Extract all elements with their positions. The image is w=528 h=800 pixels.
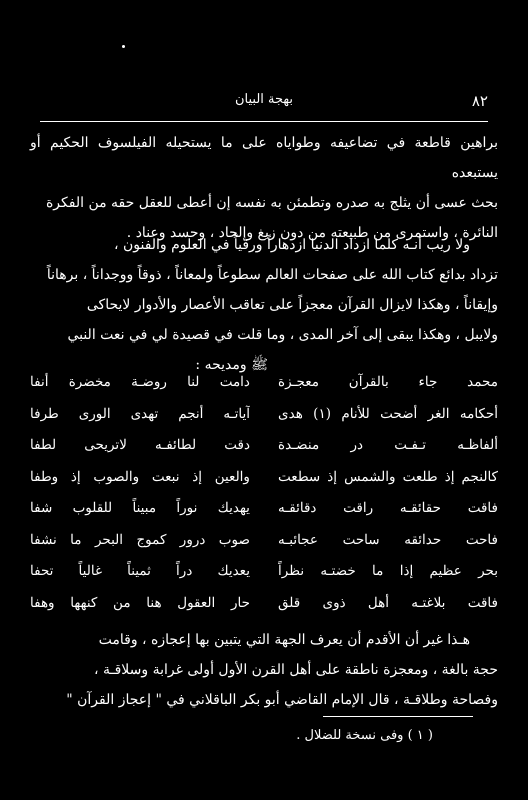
page-number: ٨٢ [471, 92, 488, 110]
text-line: تزداد بدائع كتاب الله على صفحات العالم سطوعاً ولمعاناً ، ذوقاً ووجداناً ، برهاناً [46, 267, 498, 283]
text-line: ﷺ ومديحه : [195, 357, 268, 373]
poem-verse [30, 525, 498, 557]
poem-verse [30, 399, 498, 431]
running-title: بهجة البيان [234, 92, 294, 107]
page-header [40, 92, 488, 114]
poem-verse [30, 556, 498, 588]
verse-second-half: والعين إذ نبعت والصوب إذ وطفا [30, 468, 250, 485]
poem [30, 367, 498, 619]
poem-verse [30, 367, 498, 399]
text-line: وفصاحة وطلاقـة ، قال الإمام القاضي أبو بكر الباقلاني في " إعجاز القرآن " [66, 692, 498, 708]
text-line: بحث عسى أن يثلج به صدره وتطمئن به نفسه إن أعطى للعقل حقه من الفكرة [45, 195, 498, 211]
verse-first-half: بحر عظيم إذا ما خضتـه نظراً [278, 563, 498, 579]
footnote-rule [323, 716, 473, 717]
verse-second-half: حار العقول هنا من كنهها وهفا [30, 594, 250, 611]
verse-first-half: كالنجم إذ طلعت والشمس إذ سطعت [278, 468, 498, 485]
text-line: هـذا غير أن الأقدم أن يعرف الجهة التي يتبين بها إعجازه ، وقامت [98, 632, 470, 648]
verse-second-half: يهديك نوراً مبيناً للقلوب شفا [30, 500, 250, 516]
text-line: النائرة ، واستمرى من طبيعته من دون زيغ وإلحاد ، وحسد وعناد . [126, 225, 498, 241]
verse-first-half: فاحت حدائقه ساحت عجائبـه [278, 531, 498, 548]
poem-verse [30, 430, 498, 462]
paragraph-3 [30, 625, 498, 715]
poem-verse [30, 588, 498, 620]
verse-second-half: دامت لنا روضـة مخضرة أنفا [30, 374, 250, 390]
text-line: براهين قاطعة في تضاعيفه وطواياه على ما يستحيله الفيلسوف الحكيم أو يستبعده [30, 135, 498, 181]
text-line: وإيقاناً ، وهكذا لايزال القرآن معجزاً على تعاقب الأعصار والأدوار لايحاكى [86, 297, 498, 313]
verse-second-half: دقت لطائفـه لاتريحى لطفا [30, 437, 250, 453]
verse-first-half: ألفاظـه تـفـت در منضـدة [278, 437, 498, 453]
text-line: ولايبل ، وهكذا يبقى إلى آخر المدى ، وما قلت في قصيدة لي في نعت النبي [67, 327, 498, 343]
paragraph-2 [30, 230, 498, 380]
poem-verse [30, 462, 498, 494]
header-rule [40, 121, 488, 122]
verse-first-half: أحكامه الغر أضحت للأنام (١) هدى [278, 405, 498, 422]
footnote: ( ١ ) وفى نسخة للضلال . [296, 728, 433, 743]
poem-verse [30, 493, 498, 525]
text-line: ولا ريب أنـه كلما ازداد الدنيا ازدهاراً ورقياً في العلوم والفنون ، [113, 237, 470, 253]
verse-first-half: محمد جاء بالقرآن معجـزة [278, 374, 498, 390]
text-line: حجة بالغة ، ومعجزة ناطقة على أهل القرن الأول أولى غرابة وسلاقـة ، [94, 662, 498, 678]
verse-first-half: فاقت بلاغتـه أهل ذوى قلق [278, 594, 498, 611]
verse-first-half: فاقت حقائقـه راقت دقائقـه [278, 500, 498, 516]
print-speck [122, 45, 125, 48]
verse-second-half: آياتـه أنجم تهدى الورى طرفا [30, 405, 250, 422]
verse-second-half: صوب درور كموج البحر ما نشفا [30, 531, 250, 548]
verse-second-half: يعديك دراً ثميناً غالياً تحفا [30, 563, 250, 579]
